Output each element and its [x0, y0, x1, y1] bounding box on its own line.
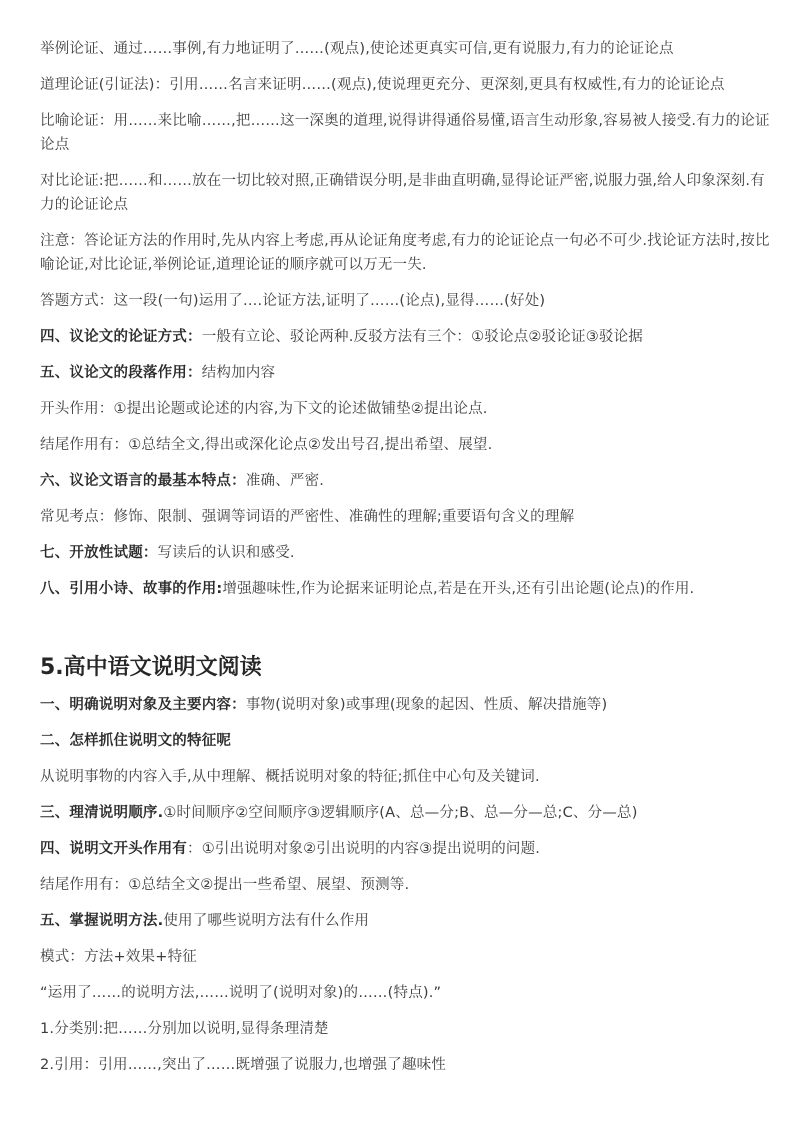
opening-effect-text: ：①引出说明对象②引出说明的内容③提出说明的问题.	[187, 841, 541, 857]
features-heading-paragraph	[40, 729, 770, 753]
order-title: 三、理清说明顺序.	[40, 805, 164, 821]
methods-paragraph	[40, 909, 770, 933]
language-feature-text: 准确、严密.	[245, 473, 325, 489]
order-text: ①时间顺序②空间顺序③逻辑顺序(A、总—分;B、总—分—总;C、分—总)	[163, 805, 638, 821]
reasoning-argument-paragraph: 道理论证(引证法)：引用……名言来证明……(观点),使说理更充分、更深刻,更具有权威性,有力的论证论点	[40, 77, 725, 93]
opening-effect-paragraph	[40, 837, 770, 861]
methods-title: 五、掌握说明方法.	[40, 913, 164, 929]
methods-text: 使用了哪些说明方法有什么作用	[163, 913, 370, 929]
open-question-text: 写读后的认识和感受.	[157, 545, 295, 561]
answer-format-paragraph: 答题方式：这一段(一句)运用了….论证方法,证明了……(论点),显得……(好处)	[40, 293, 546, 309]
template-quote-paragraph: “运用了……的说明方法,……说明了(说明对象)的……(特点).”	[40, 985, 442, 1001]
argument-modes-text: 一般有立论、驳论两种.反驳方法有三个：①驳论点②驳论证③驳论据	[201, 329, 644, 345]
open-question-paragraph	[40, 541, 770, 565]
section-heading: 5.高中语文说明文阅读	[40, 655, 262, 680]
ending-effect-paragraph: 结尾作用有：①总结全文②提出一些希望、展望、预测等.	[40, 877, 410, 893]
open-question-title: 七、开放性试题：	[40, 545, 158, 561]
paragraph-role-paragraph	[40, 361, 770, 385]
object-content-paragraph	[40, 693, 770, 717]
citation-paragraph: 2.引用：引用……,突出了……既增强了说服力,也增强了趣味性	[40, 1057, 447, 1073]
features-text-paragraph: 从说明事物的内容入手,从中理解、概括说明对象的特征;抓住中心句及关键词.	[40, 769, 540, 785]
note-paragraph: 注意：答论证方法的作用时,先从内容上考虑,再从论证角度考虑,有力的论证论点一句必不可少.找论证方法时,按比喻论证,对比论证,举例论证,道理论证的顺序就可以万无一失.	[40, 233, 770, 273]
quote-role-title: 八、引用小诗、故事的作用:	[40, 581, 223, 597]
paragraph-role-text: 结构加内容	[201, 365, 276, 381]
features-title: 二、怎样抓住说明文的特征呢	[40, 733, 232, 749]
opening-role-paragraph: 开头作用：①提出论题或论述的内容,为下文的论述做铺垫②提出论点.	[40, 401, 488, 417]
ending-role-paragraph: 结尾作用有：①总结全文,得出或深化论点②发出号召,提出希望、展望.	[40, 437, 493, 453]
object-content-title: 一、明确说明对象及主要内容：	[40, 697, 246, 713]
opening-effect-title: 四、说明文开头作用有	[40, 841, 187, 857]
classification-paragraph: 1.分类别:把……分别加以说明,显得条理清楚	[40, 1021, 329, 1037]
quote-role-paragraph	[40, 577, 770, 601]
example-argument-paragraph: 举例论证、通过……事例,有力地证明了……(观点),使论述更真实可信,更有说服力,有力的论证论点	[40, 41, 674, 57]
pattern-paragraph: 模式：方法+效果+特征	[40, 949, 197, 965]
contrast-argument-paragraph: 对比论证:把……和……放在一切比较对照,正确错误分明,是非曲直明确,显得论证严密,说服力强,给人印象深刻.有力的论证论点	[40, 173, 765, 213]
order-paragraph	[40, 801, 770, 825]
metaphor-argument-paragraph: 比喻论证：用……来比喻……,把……这一深奥的道理,说得讲得通俗易懂,语言生动形象,容易被人接受.有力的论证论点	[40, 113, 770, 153]
document-page	[40, 37, 770, 1089]
argument-modes-paragraph	[40, 325, 770, 349]
language-feature-title: 六、议论文语言的最基本特点：	[40, 473, 246, 489]
argument-modes-title: 四、议论文的论证方式：	[40, 329, 202, 345]
quote-role-text: 增强趣味性,作为论据来证明论点,若是在开头,还有引出论题(论点)的作用.	[222, 581, 695, 597]
object-content-text: 事物(说明对象)或事理(现象的起因、性质、解决措施等)	[245, 697, 608, 713]
language-feature-paragraph	[40, 469, 770, 493]
common-points-paragraph: 常见考点：修饰、限制、强调等词语的严密性、准确性的理解;重要语句含义的理解	[40, 509, 575, 525]
paragraph-role-title: 五、议论文的段落作用：	[40, 365, 202, 381]
